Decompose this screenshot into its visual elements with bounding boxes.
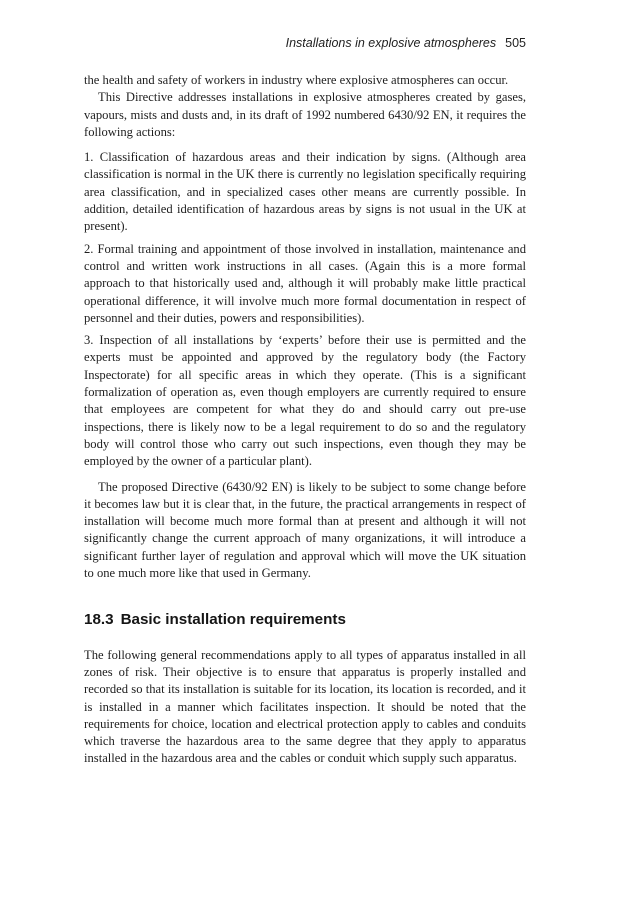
page-body bbox=[84, 72, 526, 768]
running-title: Installations in explosive atmospheres bbox=[285, 36, 497, 50]
paragraph-proposed-directive: The proposed Directive (6430/92 EN) is likely to be subject to some change before it becomes law but it is clear that, in the future, the practical arrangements in respect of installation will become much more formal than at present and although it will not significantly change the current approach of many organizations, it will introduce a significant further layer of regulation and approval which will move the UK situation to one much more like that used in Germany. bbox=[84, 479, 526, 581]
paragraph-continuation: the health and safety of workers in industry where explosive atmospheres can occur. bbox=[84, 73, 509, 87]
section-title: Basic installation requirements bbox=[120, 611, 346, 629]
list-item-training: 2. Formal training and appointment of those involved in installation, maintenance and control and written work instructions in all cases. (Again this is a more formal approach to that historically used and, although it will probably make little practical operational difference, it will involve much more formal documentation in respect of personnel and their duties, powers and responsibilities). bbox=[84, 241, 526, 325]
section-number: 18.3 bbox=[84, 611, 114, 629]
section-paragraph: The following general recommendations apply to all types of apparatus installed in all zones of risk. Their objective is to ensure that apparatus is properly installed and recorded so that its installation is suitable for its location, its location is recorded, and it is installed in a manner which facilitates inspection. It should be noted that the requirements for choice, location and electrical protection apply to cables and conduits which traverse the hazardous area to the same degree that they apply to apparatus installed in the hazardous area and the cables or conduit which supply such apparatus. bbox=[84, 647, 526, 766]
paragraph-directive: This Directive addresses installations in explosive atmospheres created by gases, vapours, mists and dusts and, in its draft of 1992 numbered 6430/92 EN, it requires the following actions: bbox=[84, 90, 526, 139]
section-heading bbox=[84, 611, 526, 628]
list-item-classification: 1. Classification of hazardous areas and their indication by signs. (Although area classification is normal in the UK there is currently no legislation specifically requiring area classification, and in specialized cases other means are currently possible. In addition, detailed identification of hazardous areas by signs is not usual in the UK at present). bbox=[84, 150, 526, 234]
page-number: 505 bbox=[505, 36, 526, 50]
running-header bbox=[84, 36, 526, 50]
list-item-inspection: 3. Inspection of all installations by ‘experts’ before their use is permitted and the experts must be appointed and approved by the regulatory body (the Factory Inspectorate) for all specific areas in which they operate. (This is a significant formalization of operation as, even though employers are currently required to ensure that employees are competent for what they do and should carry out pre-use inspections, there is likely now to be a legal requirement to do so and the regulatory body will control those who carry out such inspections, even though they may be employed by the owner of a particular plant). bbox=[84, 333, 526, 469]
